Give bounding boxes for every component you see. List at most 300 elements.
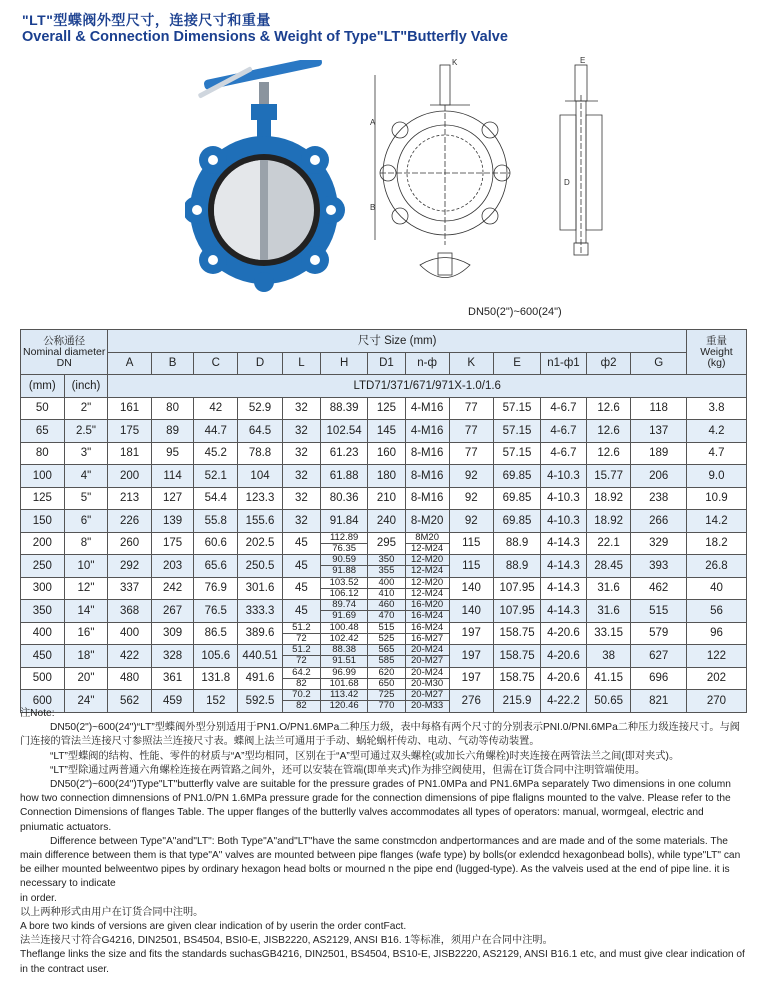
- table-cell: 329: [631, 532, 687, 555]
- table-cell: 26.8: [686, 555, 746, 578]
- stacked-value: 112.89: [329, 531, 359, 543]
- table-cell: 61.88: [320, 465, 367, 488]
- table-cell: 160: [368, 442, 405, 465]
- table-row: [21, 442, 747, 465]
- table-cell: [320, 555, 367, 578]
- table-cell: [282, 645, 320, 668]
- stacked-value: 470: [368, 610, 404, 621]
- note-en-1: DN50(2")~600(24")Type"LT"butterfly valve are suitable for the pressure grades of PN1.0MPa and PN1.6MPa separately Two dimensions in one column how two connection dimnensions of PN1.0/PN 1.6MPa pressure grade for the connection dimensions of pipe flaligns mounted to the valve. Please refer to the Connection Dimensions of flanges Table. The upper flanges of the butterlly valves accommodates all types of operators: manual, wormgeal, electric and pniumatic actuators.: [20, 779, 731, 833]
- table-cell: 175: [151, 532, 194, 555]
- stacked-value: 20-M27: [406, 655, 449, 666]
- table-row: [21, 510, 747, 533]
- notes-label: 注Note:: [20, 708, 55, 719]
- table-cell: 88.9: [493, 555, 540, 578]
- table-cell: 202: [686, 667, 746, 690]
- note-zh-1: DN50(2")~600(24")“LT”型蝶阀外型分别适用于PN1.O/PN1.6MPa二种压力级，表中每格有两个尺寸的分别表示PNI.0/PNI.6MPa二种压力级连接尺寸。与阀门连接的管法兰连接尺寸参照法兰连接尺寸表。蝶阀上法兰可通用于手动、蜗轮蜗杆传动、电动、气动等传动装置。: [20, 722, 740, 748]
- stacked-value: 90.59: [332, 554, 357, 566]
- table-cell: 64.5: [238, 420, 283, 443]
- table-cell: 226: [108, 510, 151, 533]
- table-cell: 4-20.6: [541, 667, 587, 690]
- table-cell: 80: [21, 442, 65, 465]
- note-zh-5: 法兰连接尺寸符合G4216, DIN2501, BS4504, BSI0-E, JISB2220, AS2129, ANSI B16. 1等标准，须用户在合同中注明。: [20, 935, 553, 947]
- table-cell: [368, 645, 405, 668]
- stacked-value: 20-M33: [406, 700, 449, 711]
- table-cell: [320, 645, 367, 668]
- stacked-value: 350: [378, 554, 395, 566]
- table-cell: 292: [108, 555, 151, 578]
- table-cell: 22.1: [586, 532, 631, 555]
- note-en-4: Theflange links the size and fits the standards suchasGB4216, DIN2501, BS4504, BS10-E, JISB2220, AS2129, ANSI B16.1 etc, and must give clear indication of in the contract user.: [20, 949, 745, 975]
- table-cell: 10": [64, 555, 108, 578]
- table-cell: 77: [449, 442, 493, 465]
- table-cell: 61.23: [320, 442, 367, 465]
- table-row: [21, 532, 747, 555]
- table-cell: 389.6: [238, 622, 283, 645]
- table-cell: 150: [21, 510, 65, 533]
- stacked-value: 16-M20: [411, 599, 444, 611]
- table-cell: 158.75: [493, 667, 540, 690]
- table-cell: 31.6: [586, 600, 631, 623]
- table-cell: 250.5: [238, 555, 283, 578]
- stacked-value: 72: [283, 633, 320, 644]
- table-cell: 102.54: [320, 420, 367, 443]
- table-cell: 92: [449, 487, 493, 510]
- table-cell: [405, 577, 449, 600]
- table-cell: 76.9: [194, 577, 238, 600]
- table-cell: 4-14.3: [541, 577, 587, 600]
- table-cell: 200: [108, 465, 151, 488]
- table-cell: 181: [108, 442, 151, 465]
- table-cell: 3.8: [686, 397, 746, 420]
- stacked-value: 76.35: [321, 543, 367, 554]
- table-cell: 333.3: [238, 600, 283, 623]
- table-cell: 450: [21, 645, 65, 668]
- stacked-value: 650: [368, 678, 404, 689]
- table-cell: [320, 667, 367, 690]
- table-cell: [405, 600, 449, 623]
- table-cell: [282, 622, 320, 645]
- table-cell: 350: [21, 600, 65, 623]
- col-header: n-ф: [405, 352, 449, 375]
- stacked-value: 20-M27: [411, 689, 444, 701]
- table-cell: 57.15: [493, 420, 540, 443]
- stacked-value: 400: [378, 576, 395, 588]
- table-cell: 91.84: [320, 510, 367, 533]
- table-cell: 250: [21, 555, 65, 578]
- stacked-value: 725: [378, 689, 395, 701]
- stacked-value: 89.74: [332, 599, 357, 611]
- note-en-2: Difference between Type"A"and"LT": Both Type"A"and"LT"have the same constmcdon andpertormances and are made and of the some materials. The main difference between them is that type"A" valves are mounted between pipe flanges (wafe type) by bolls(or exlendcd hexagonbead bolls), while type"LT" can be eilher mounted belweentwo pipes by ordinary hexagon head bolts or mourned n the pipe end (lugged-type). As the valveis used at the end of pipe line. it is necessary to indicate: [20, 835, 741, 890]
- table-cell: [368, 600, 405, 623]
- table-cell: 32: [282, 397, 320, 420]
- table-cell: 12.6: [586, 397, 631, 420]
- table-cell: 69.85: [493, 487, 540, 510]
- table-cell: 41.15: [586, 667, 631, 690]
- stacked-value: 20-M30: [406, 678, 449, 689]
- table-cell: 393: [631, 555, 687, 578]
- stacked-value: 101.68: [321, 678, 367, 689]
- table-cell: 4-14.3: [541, 600, 587, 623]
- table-cell: 131.8: [194, 667, 238, 690]
- stacked-value: 102.42: [321, 633, 367, 644]
- table-cell: 12.6: [586, 442, 631, 465]
- table-cell: 15.77: [586, 465, 631, 488]
- table-cell: 50: [21, 397, 65, 420]
- table-cell: 88.9: [493, 532, 540, 555]
- stacked-value: 525: [368, 633, 404, 644]
- table-cell: [320, 600, 367, 623]
- table-cell: 28.45: [586, 555, 631, 578]
- table-cell: 32: [282, 420, 320, 443]
- table-cell: 115: [449, 555, 493, 578]
- table-cell: 267: [151, 600, 194, 623]
- table-header-row: [21, 330, 747, 353]
- stacked-value: 91.88: [321, 565, 367, 576]
- table-cell: 158.75: [493, 645, 540, 668]
- table-cell: 57.15: [493, 397, 540, 420]
- stacked-value: 120.46: [321, 700, 367, 711]
- note-zh-3: “LT”型除通过两普通六角螺栓连接在两管路之间外，还可以安装在管端(即单夹式)作为排空阀使用，但需在订货合同中注明管端使用。: [50, 764, 646, 776]
- table-cell: 4.2: [686, 420, 746, 443]
- table-cell: 4-14.3: [541, 555, 587, 578]
- col-header: A: [108, 352, 151, 375]
- table-row: [21, 487, 747, 510]
- stacked-value: 82: [283, 678, 320, 689]
- table-cell: 12": [64, 577, 108, 600]
- table-cell: 18": [64, 645, 108, 668]
- table-cell: 65.6: [194, 555, 238, 578]
- stacked-value: 20-M24: [411, 644, 444, 656]
- table-cell: 175: [108, 420, 151, 443]
- stacked-value: 51.2: [292, 621, 311, 633]
- table-cell: 4": [64, 465, 108, 488]
- table-cell: 4-M16: [405, 420, 449, 443]
- stacked-value: 82: [283, 700, 320, 711]
- stacked-value: 106.12: [321, 588, 367, 599]
- table-cell: 627: [631, 645, 687, 668]
- table-row: [21, 420, 747, 443]
- table-cell: 125: [21, 487, 65, 510]
- table-cell: 400: [108, 622, 151, 645]
- table-cell: 55.8: [194, 510, 238, 533]
- unit-inch: (inch): [64, 375, 108, 398]
- table-cell: 2": [64, 397, 108, 420]
- stacked-value: 12-M24: [406, 588, 449, 599]
- table-cell: [320, 577, 367, 600]
- table-cell: 122: [686, 645, 746, 668]
- table-cell: 6": [64, 510, 108, 533]
- table-cell: 45: [282, 532, 320, 555]
- drawing-caption: DN50(2")~600(24"): [468, 306, 562, 318]
- table-cell: 276: [449, 690, 493, 713]
- table-cell: 20": [64, 667, 108, 690]
- stacked-value: 64.2: [292, 666, 311, 678]
- table-cell: 4-6.7: [541, 397, 587, 420]
- table-cell: 77: [449, 420, 493, 443]
- table-cell: 4-22.2: [541, 690, 587, 713]
- stacked-value: 12-M24: [406, 543, 449, 554]
- table-cell: 95: [151, 442, 194, 465]
- table-cell: 161: [108, 397, 151, 420]
- table-cell: 4.7: [686, 442, 746, 465]
- table-cell: 422: [108, 645, 151, 668]
- table-cell: 8-M16: [405, 465, 449, 488]
- table-cell: 152: [194, 690, 238, 713]
- table-cell: 18.2: [686, 532, 746, 555]
- table-cell: 18.92: [586, 510, 631, 533]
- table-cell: 77: [449, 397, 493, 420]
- table-row: [21, 465, 747, 488]
- table-cell: 4-20.6: [541, 645, 587, 668]
- page-title-en: Overall & Connection Dimensions & Weight of Type"LT"Butterfly Valve: [22, 29, 508, 45]
- table-cell: 16": [64, 622, 108, 645]
- table-cell: 337: [108, 577, 151, 600]
- table-cell: 96: [686, 622, 746, 645]
- table-row: [21, 397, 747, 420]
- table-row: [21, 577, 747, 600]
- table-cell: 155.6: [238, 510, 283, 533]
- label-b: B: [370, 203, 376, 212]
- table-cell: 500: [21, 667, 65, 690]
- table-cell: 24": [64, 690, 108, 713]
- note-zh-2: “LT”型蝶阀的结构、性能、零件的材质与“A”型均相同，区别在于“A”型可通过双头螺栓(或加长六角螺栓)时夹连接在两管法兰之间(即对夹式)。: [50, 750, 680, 762]
- stacked-value: 585: [368, 655, 404, 666]
- table-cell: 2.5": [64, 420, 108, 443]
- table-cell: 203: [151, 555, 194, 578]
- stacked-value: 70.2: [292, 689, 311, 701]
- table-cell: 137: [631, 420, 687, 443]
- table-cell: 4-10.3: [541, 487, 587, 510]
- table-cell: 361: [151, 667, 194, 690]
- col-header: E: [493, 352, 540, 375]
- table-cell: 240: [368, 510, 405, 533]
- table-cell: 140: [449, 577, 493, 600]
- table-cell: 50.65: [586, 690, 631, 713]
- table-cell: 5": [64, 487, 108, 510]
- table-cell: 40: [686, 577, 746, 600]
- note-zh-4: 以上两种形式由用户在订货合同中注明。: [20, 906, 204, 918]
- note-en-3: A bore two kinds of versions are given clear indication of by userin the order contFact.: [20, 921, 407, 933]
- table-cell: 10.9: [686, 487, 746, 510]
- stacked-value: 16-M24: [411, 621, 444, 633]
- stacked-value: 96.99: [332, 666, 357, 678]
- table-cell: 270: [686, 690, 746, 713]
- table-cell: 4-14.3: [541, 532, 587, 555]
- table-row: [21, 600, 747, 623]
- table-cell: 45: [282, 555, 320, 578]
- table-cell: 38: [586, 645, 631, 668]
- table-cell: 200: [21, 532, 65, 555]
- table-cell: 114: [151, 465, 194, 488]
- note-en-2b: in order.: [20, 892, 57, 904]
- stacked-value: 20-M24: [411, 666, 444, 678]
- table-cell: 92: [449, 465, 493, 488]
- table-cell: 821: [631, 690, 687, 713]
- table-cell: 100: [21, 465, 65, 488]
- table-cell: 32: [282, 465, 320, 488]
- unit-row: [21, 375, 747, 398]
- notes-section: [20, 707, 750, 977]
- stacked-value: 620: [378, 666, 395, 678]
- label-a: A: [370, 118, 376, 127]
- table-cell: 440.51: [238, 645, 283, 668]
- col-header: L: [282, 352, 320, 375]
- table-cell: 31.6: [586, 577, 631, 600]
- table-cell: 57.15: [493, 442, 540, 465]
- table-cell: 197: [449, 667, 493, 690]
- table-cell: 107.95: [493, 577, 540, 600]
- table-cell: [368, 577, 405, 600]
- table-cell: 206: [631, 465, 687, 488]
- table-cell: 32: [282, 442, 320, 465]
- table-cell: 197: [449, 622, 493, 645]
- table-cell: 8-M16: [405, 442, 449, 465]
- table-cell: 12.6: [586, 420, 631, 443]
- table-cell: 14": [64, 600, 108, 623]
- label-d: D: [564, 178, 570, 187]
- table-cell: 86.5: [194, 622, 238, 645]
- stacked-value: 88.38: [332, 644, 357, 656]
- table-cell: 158.75: [493, 622, 540, 645]
- table-cell: 266: [631, 510, 687, 533]
- table-cell: 33.15: [586, 622, 631, 645]
- weight-header: 重量 Weight (kg): [686, 330, 746, 375]
- table-cell: 18.92: [586, 487, 631, 510]
- table-cell: 76.5: [194, 600, 238, 623]
- table-cell: 4-6.7: [541, 420, 587, 443]
- stacked-value: 100.48: [329, 621, 359, 633]
- table-cell: 197: [449, 645, 493, 668]
- col-header: K: [449, 352, 493, 375]
- size-header: 尺寸 Size (mm): [108, 330, 687, 353]
- table-cell: 88.39: [320, 397, 367, 420]
- col-header: G: [631, 352, 687, 375]
- table-cell: 92: [449, 510, 493, 533]
- table-cell: 52.9: [238, 397, 283, 420]
- table-cell: 459: [151, 690, 194, 713]
- table-cell: [320, 622, 367, 645]
- table-cell: 54.4: [194, 487, 238, 510]
- table-cell: 14.2: [686, 510, 746, 533]
- stacked-value: 8M20: [415, 531, 439, 543]
- page-title-zh: "LT"型蝶阀外型尺寸，连接尺寸和重量: [22, 12, 271, 28]
- stacked-value: 91.69: [321, 610, 367, 621]
- dimensions-table: [20, 329, 747, 713]
- col-header: n1-ф1: [541, 352, 587, 375]
- label-k: K: [452, 58, 458, 67]
- col-header: C: [194, 352, 238, 375]
- table-cell: 242: [151, 577, 194, 600]
- table-cell: 600: [21, 690, 65, 713]
- table-cell: [405, 532, 449, 555]
- table-cell: 300: [21, 577, 65, 600]
- stacked-value: 515: [378, 621, 395, 633]
- table-cell: [405, 667, 449, 690]
- table-cell: [368, 622, 405, 645]
- table-cell: 139: [151, 510, 194, 533]
- table-cell: [368, 667, 405, 690]
- table-cell: 104: [238, 465, 283, 488]
- table-row: [21, 645, 747, 668]
- table-cell: [282, 667, 320, 690]
- table-cell: 260: [108, 532, 151, 555]
- unit-mm: (mm): [21, 375, 65, 398]
- table-cell: 145: [368, 420, 405, 443]
- col-header: D: [238, 352, 283, 375]
- table-cell: 238: [631, 487, 687, 510]
- table-cell: 515: [631, 600, 687, 623]
- table-cell: 213: [108, 487, 151, 510]
- table-cell: 45.2: [194, 442, 238, 465]
- col-header: H: [320, 352, 367, 375]
- table-cell: 4-10.3: [541, 510, 587, 533]
- model-label: LTD71/371/671/971X-1.0/1.6: [108, 375, 747, 398]
- stacked-value: 410: [368, 588, 404, 599]
- table-cell: 32: [282, 487, 320, 510]
- table-cell: 400: [21, 622, 65, 645]
- table-cell: 140: [449, 600, 493, 623]
- table-cell: 462: [631, 577, 687, 600]
- stacked-value: 16-M27: [406, 633, 449, 644]
- table-cell: 8-M20: [405, 510, 449, 533]
- table-cell: 44.7: [194, 420, 238, 443]
- table-cell: 301.6: [238, 577, 283, 600]
- table-cell: 32: [282, 510, 320, 533]
- stacked-value: 355: [368, 565, 404, 576]
- table-cell: 115: [449, 532, 493, 555]
- table-cell: 368: [108, 600, 151, 623]
- col-header: B: [151, 352, 194, 375]
- table-cell: 80.36: [320, 487, 367, 510]
- table-cell: 562: [108, 690, 151, 713]
- table-cell: 309: [151, 622, 194, 645]
- table-cell: 189: [631, 442, 687, 465]
- table-cell: 295: [368, 532, 405, 555]
- stacked-value: 460: [378, 599, 395, 611]
- table-cell: 328: [151, 645, 194, 668]
- table-cell: 4-M16: [405, 397, 449, 420]
- table-cell: 60.6: [194, 532, 238, 555]
- column-labels-row: [21, 352, 747, 375]
- table-cell: 52.1: [194, 465, 238, 488]
- table-cell: 105.6: [194, 645, 238, 668]
- table-cell: 89: [151, 420, 194, 443]
- table-cell: 78.8: [238, 442, 283, 465]
- table-cell: 4-20.6: [541, 622, 587, 645]
- stacked-value: 91.51: [321, 655, 367, 666]
- table-cell: 42: [194, 397, 238, 420]
- table-cell: 123.3: [238, 487, 283, 510]
- stacked-value: 565: [378, 644, 395, 656]
- nominal-header: 公称通径 Nominal diameter DN: [21, 330, 108, 375]
- table-cell: 8-M16: [405, 487, 449, 510]
- table-cell: 45: [282, 577, 320, 600]
- stacked-value: 72: [283, 655, 320, 666]
- table-cell: 579: [631, 622, 687, 645]
- label-e: E: [580, 56, 586, 65]
- valve-photo: [185, 60, 355, 292]
- table-cell: 80: [151, 397, 194, 420]
- table-cell: 107.95: [493, 600, 540, 623]
- table-cell: 4-6.7: [541, 442, 587, 465]
- table-cell: 180: [368, 465, 405, 488]
- table-cell: 125: [368, 397, 405, 420]
- table-cell: 696: [631, 667, 687, 690]
- table-cell: 118: [631, 397, 687, 420]
- table-cell: 491.6: [238, 667, 283, 690]
- table-cell: 9.0: [686, 465, 746, 488]
- table-cell: 127: [151, 487, 194, 510]
